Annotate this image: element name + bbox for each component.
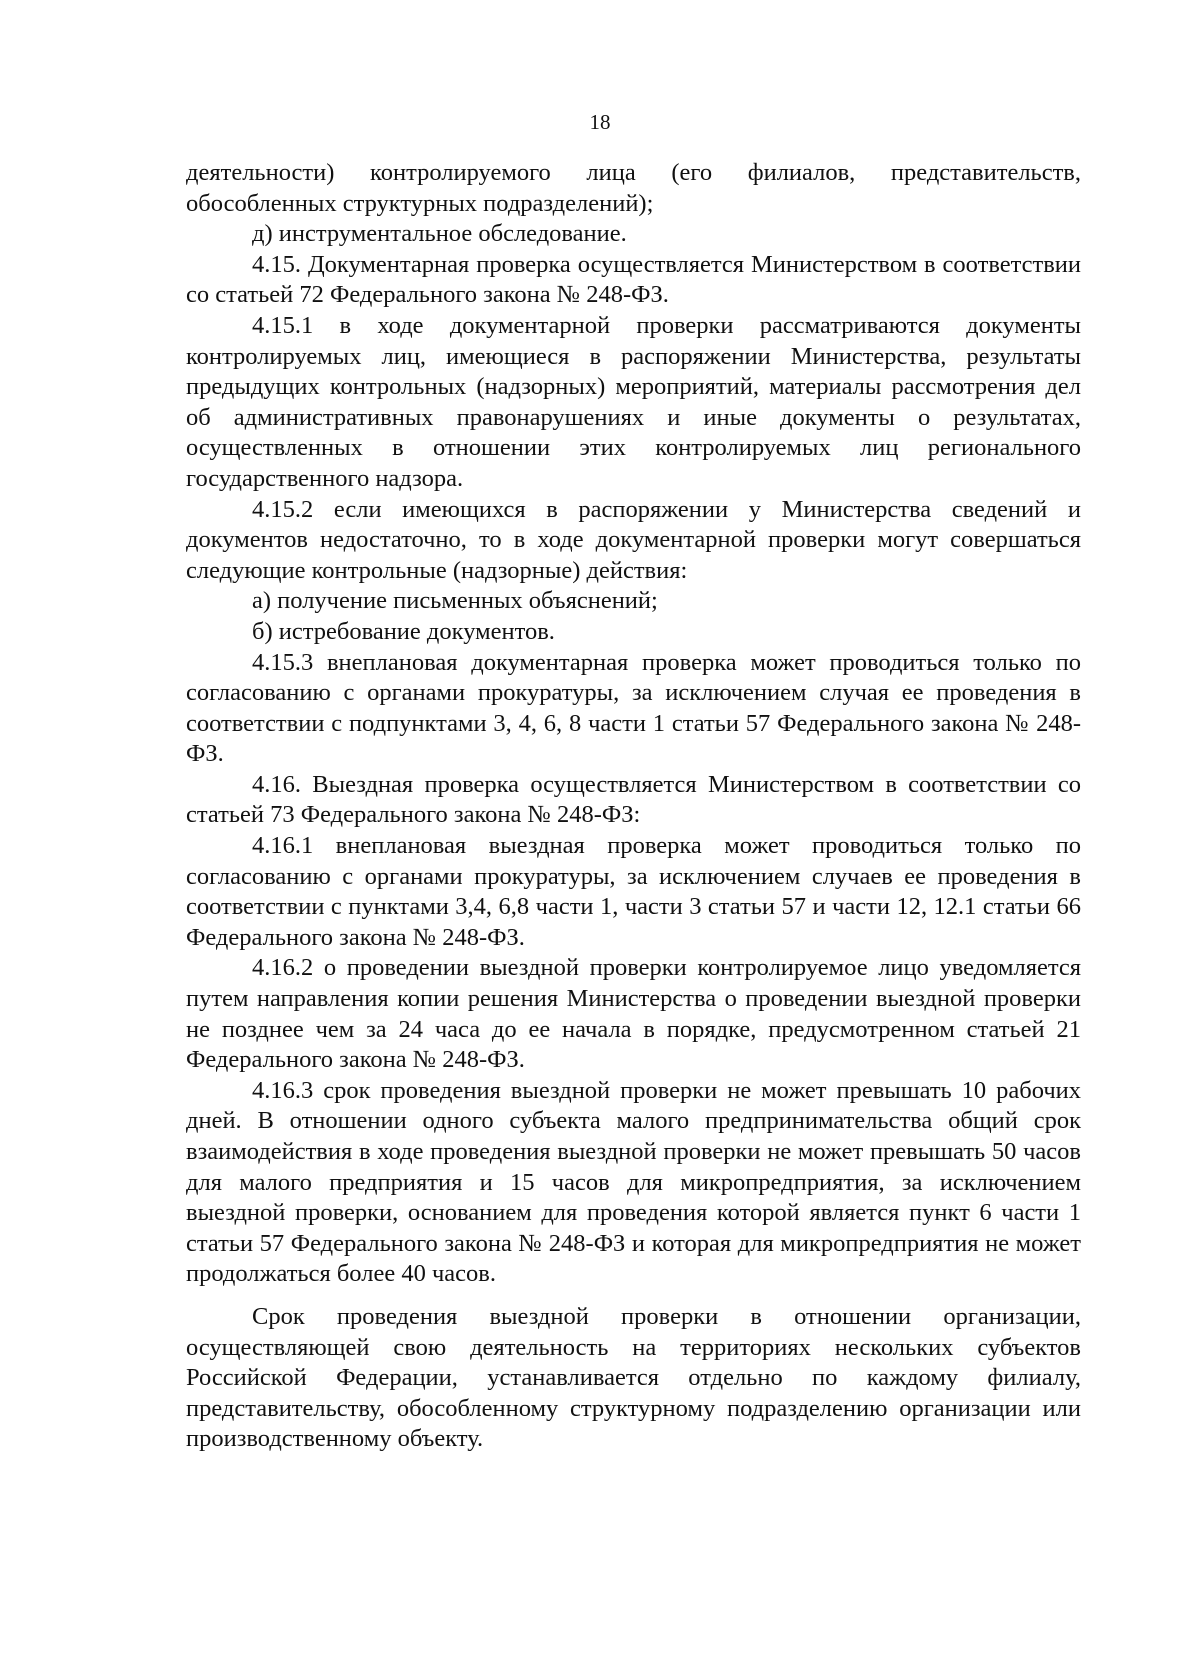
paragraph-continuation: деятельности) контролируемого лица (его филиалов, представительств, обособленных структурных подразделений); <box>186 159 1081 217</box>
paragraph-4-15-3: 4.15.3 внеплановая документарная проверка может проводиться только по согласованию с органами прокуратуры, за исключением случая ее проведения в соответствии с подпунктами 3, 4, 6, 8 части 1 статьи 57 Федерального закона № 248-ФЗ. <box>186 648 1081 768</box>
paragraph-4-16-1: 4.16.1 внеплановая выездная проверка может проводиться только по согласованию с органами прокуратуры, за исключением случаев ее проведения в соответствии с пунктами 3,4, 6,8 части 1, части 3 статьи 57 и части 12, 12.1 статьи 66 Федерального закона № 248-ФЗ. <box>186 832 1081 951</box>
paragraph-item-b: б) истребование документов. <box>252 617 555 645</box>
document-body <box>186 158 1081 1455</box>
paragraph-4-15-2: 4.15.2 если имеющихся в распоряжении у Министерства сведений и документов недостаточно, то в ходе документарной проверки могут совершаться следующие контрольные (надзорные) действия: <box>186 495 1081 584</box>
paragraph-4-16-3: 4.16.3 срок проведения выездной проверки не может превышать 10 рабочих дней. В отношении одного субъекта малого предпринимательства общий срок взаимодействия в ходе проведения выездной проверки не может превышать 50 часов для малого предприятия и 15 часов для микропредприятия, за исключением выездной проверки, основанием для проведения которой является пункт 6 части 1 статьи 57 Федерального закона № 248-ФЗ и которая для микропредприятия не может продолжаться более 40 часов. <box>186 1076 1081 1288</box>
paragraph-4-16-2: 4.16.2 о проведении выездной проверки контролируемое лицо уведомляется путем направления копии решения Министерства о проведении выездной проверки не позднее чем за 24 часа до ее начала в порядке, предусмотренном статьей 21 Федерального закона № 248-ФЗ. <box>186 954 1081 1074</box>
paragraph-4-15-1: 4.15.1 в ходе документарной проверки рассматриваются документы контролируемых лиц, имеющиеся в распоряжении Министерства, результаты предыдущих контрольных (надзорных) мероприятий, материалы рассмотрения дел об административных правонарушениях и иные документы о результатах, осуществленных в отношении этих контролируемых лиц регионального государственного надзора. <box>186 311 1081 492</box>
paragraph-4-15: 4.15. Документарная проверка осуществляется Министерством в соответствии со статьей 72 Федерального закона № 248-ФЗ. <box>186 250 1081 309</box>
paragraph-item-d: д) инструментальное обследование. <box>252 220 627 248</box>
paragraph-4-16: 4.16. Выездная проверка осуществляется Министерством в соответствии со статьей 73 Федерального закона № 248-ФЗ: <box>186 770 1081 829</box>
page-number: 18 <box>589 110 611 134</box>
paragraph-term-note: Срок проведения выездной проверки в отношении организации, осуществляющей свою деятельность на территориях нескольких субъектов Российской Федерации, устанавливается отдельно по каждому филиалу, представительству, обособленному структурному подразделению организации или производственному объекту. <box>186 1302 1081 1453</box>
paragraph-item-a: а) получение письменных объяснений; <box>252 587 658 615</box>
